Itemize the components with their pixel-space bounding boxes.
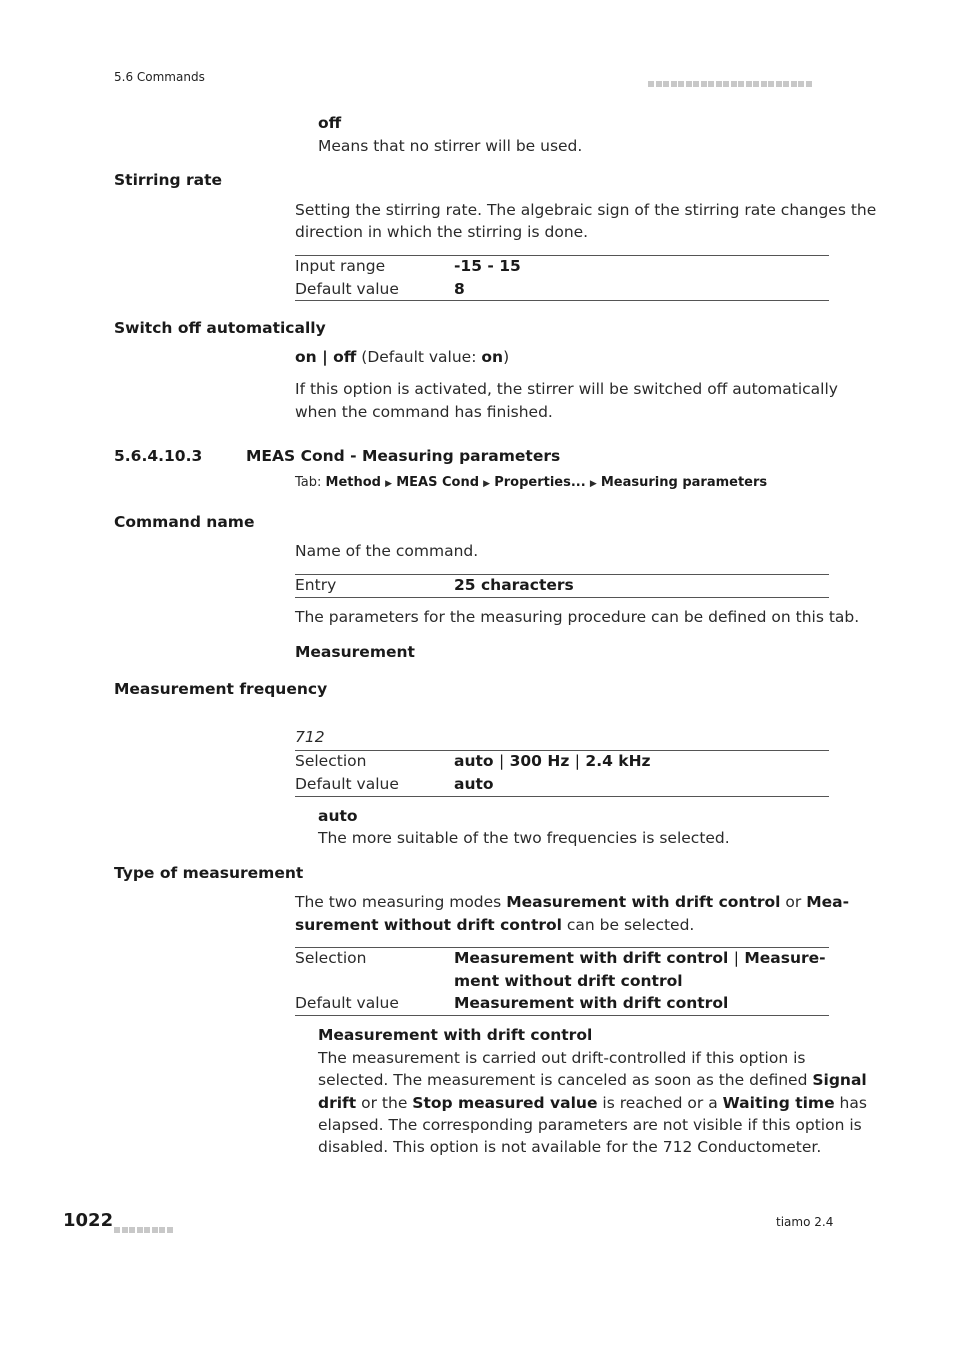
- command-name-label: Command name: [114, 513, 255, 531]
- selection-option: Measurement with drift control: [454, 949, 729, 967]
- selection-values: [454, 750, 829, 773]
- switch-off-options: [295, 346, 509, 369]
- table-bottom-rule: [295, 597, 829, 598]
- measurement-subheading: Measurement: [295, 643, 415, 661]
- text-run-bold: Measurement with drift control: [506, 893, 781, 911]
- command-name-description: Name of the command.: [295, 542, 479, 560]
- stirring-rate-label: Stirring rate: [114, 171, 223, 189]
- separator: |: [574, 752, 580, 770]
- breadcrumb-arrow-icon: ▶: [483, 479, 491, 489]
- default-value-key: Default value: [295, 279, 399, 298]
- text-run: can be selected.: [561, 916, 695, 934]
- text-run-bold: Stop measured value: [412, 1094, 598, 1112]
- text-run-bold: Waiting time: [722, 1094, 835, 1112]
- switch-off-default-value: on: [481, 348, 504, 366]
- table-row: [295, 992, 829, 1015]
- off-option-text: Means that no stirrer will be used.: [318, 137, 583, 155]
- auto-option-text: The more suitable of the two frequencies is selected.: [318, 829, 730, 847]
- table-row: [295, 947, 829, 992]
- table-row: [295, 750, 829, 773]
- breadcrumb-item: MEAS Cond: [396, 475, 480, 490]
- text-run-bold: drift: [318, 1094, 357, 1112]
- type-of-measurement-table: [295, 947, 829, 1015]
- default-value-value: 8: [454, 279, 465, 298]
- text-run: or: [780, 893, 807, 911]
- default-value-key: Default value: [295, 774, 399, 793]
- input-range-key: Input range: [295, 257, 386, 275]
- drift-option-line1: The measurement is carried out drift-controlled if this option is: [318, 1049, 806, 1067]
- type-of-measurement-label: Type of measurement: [114, 864, 304, 882]
- selection-option-continued: ment without drift control: [454, 971, 683, 990]
- separator: |: [498, 752, 505, 770]
- selection-key: Selection: [295, 949, 367, 967]
- auto-option-title: auto: [318, 807, 358, 825]
- text-run-bold: Mea-: [806, 893, 850, 911]
- entry-key: Entry: [295, 576, 337, 594]
- input-range-value: -15 - 15: [454, 257, 521, 275]
- measurement-frequency-label: Measurement frequency: [114, 680, 328, 698]
- breadcrumb-arrow-icon: ▶: [385, 479, 393, 489]
- switch-off-text-line2: when the command has finished.: [295, 403, 553, 421]
- table-row: [295, 255, 829, 278]
- type-intro-line2: [295, 914, 694, 937]
- text-run: has: [834, 1094, 867, 1112]
- default-value-value: auto: [454, 774, 494, 793]
- table-row: [295, 574, 829, 597]
- section-number: 5.6.4.10.3: [114, 447, 203, 465]
- text-run-bold: surement without drift control: [295, 916, 562, 934]
- text-run: or the: [356, 1094, 413, 1112]
- entry-value: 25 characters: [454, 576, 574, 594]
- drift-option-line3: [318, 1092, 867, 1115]
- selection-key: Selection: [295, 752, 367, 770]
- section-title: MEAS Cond - Measuring parameters: [246, 447, 561, 465]
- selection-values: [454, 947, 829, 992]
- footer-dot-pattern: [114, 1218, 184, 1226]
- stirring-rate-description-line2: direction in which the stirring is done.: [295, 223, 589, 241]
- switch-off-default-prefix: (Default value:: [356, 348, 482, 366]
- switch-off-option-values: on | off: [295, 348, 357, 366]
- switch-off-text-line1: If this option is activated, the stirrer will be switched off automatically: [295, 380, 838, 398]
- table-bottom-rule: [295, 300, 829, 301]
- default-value-key: Default value: [295, 994, 399, 1012]
- breadcrumb-arrow-icon: ▶: [589, 479, 597, 489]
- switch-off-default-suffix: ): [503, 348, 510, 366]
- table-bottom-rule: [295, 1015, 829, 1016]
- table-row: [295, 278, 829, 301]
- off-option-title: off: [318, 114, 342, 132]
- drift-option-line5: disabled. This option is not available for the 712 Conductometer.: [318, 1138, 822, 1156]
- footer-product: tiamo 2.4: [776, 1215, 834, 1229]
- running-header-section: 5.6 Commands: [114, 70, 205, 84]
- table-row: [295, 773, 829, 796]
- text-run: The two measuring modes: [295, 893, 507, 911]
- page-number: 1022: [63, 1210, 114, 1231]
- device-name: 712: [295, 728, 325, 746]
- drift-option-line2: [318, 1069, 867, 1092]
- header-dot-pattern: [648, 72, 830, 80]
- table-bottom-rule: [295, 796, 829, 797]
- text-run: selected. The measurement is canceled as soon as the defined: [318, 1071, 813, 1089]
- separator: |: [733, 949, 739, 967]
- text-run: is reached or a: [597, 1094, 723, 1112]
- stirring-rate-table: [295, 255, 829, 300]
- selection-option: 300 Hz: [509, 752, 570, 770]
- breadcrumb-item: Properties...: [494, 475, 586, 490]
- selection-option: auto: [454, 752, 494, 770]
- drift-option-line4: elapsed. The corresponding parameters are not visible if this option is: [318, 1116, 862, 1134]
- parameters-description: The parameters for the measuring procedure can be defined on this tab.: [295, 608, 860, 626]
- default-value-value: Measurement with drift control: [454, 994, 729, 1012]
- stirring-rate-description-line1: Setting the stirring rate. The algebraic sign of the stirring rate changes the: [295, 201, 877, 219]
- measurement-frequency-table: [295, 750, 829, 795]
- selection-option: 2.4 kHz: [585, 752, 651, 770]
- text-run-bold: Signal: [812, 1071, 867, 1089]
- type-intro-line1: [295, 891, 849, 914]
- breadcrumb-item: Measuring parameters: [600, 475, 768, 490]
- command-name-table: [295, 574, 829, 597]
- tab-breadcrumb: [295, 475, 767, 490]
- switch-off-label: Switch off automatically: [114, 319, 326, 337]
- selection-option: Measure-: [744, 949, 826, 967]
- breadcrumb-item: Method: [325, 475, 381, 490]
- drift-control-option-title: Measurement with drift control: [318, 1026, 593, 1044]
- tab-prefix: Tab:: [295, 475, 326, 490]
